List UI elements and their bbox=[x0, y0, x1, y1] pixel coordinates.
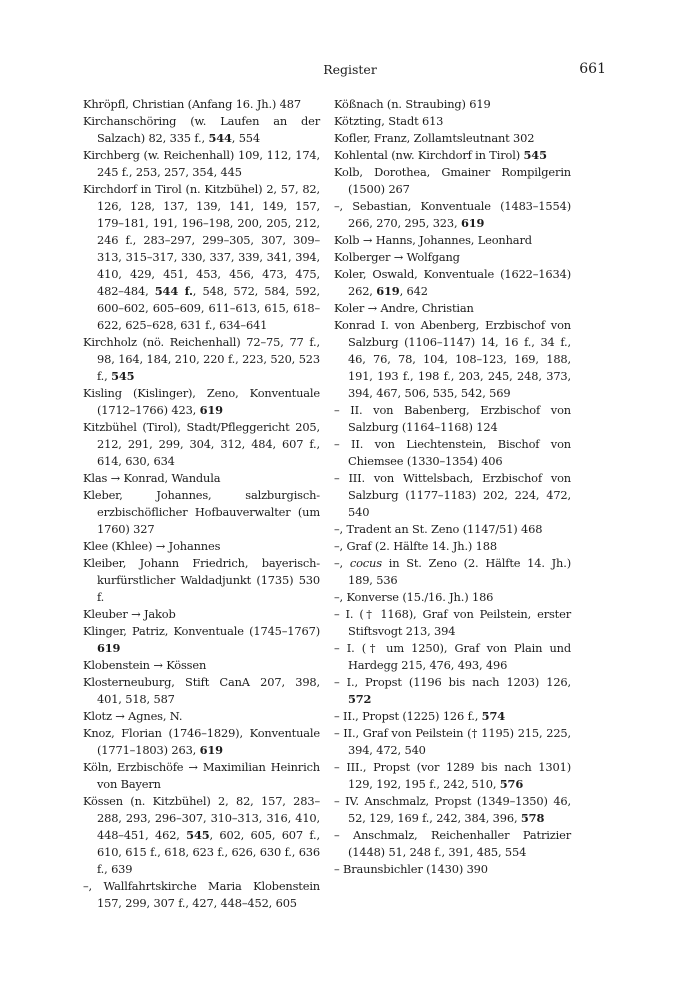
index-entry bbox=[83, 555, 320, 606]
index-entry-text: 619 bbox=[199, 403, 223, 417]
index-entry bbox=[83, 623, 320, 657]
index-entry bbox=[334, 589, 571, 606]
index-entry-text: Kirchdorf in Tirol (n. Kitzbühel) 2, 57, 82, 126, 128, 137, 139, 141, 149, 157, 179–181, 191, 196–198, 200, 205, 212, 246 f., 283–297, 299–305, 307, 309–313, 315–317, 330, 337, 339, 341, 394, 410, 429, 451, 453, 456, 473, 475, 482–484, bbox=[83, 182, 320, 298]
index-entry bbox=[334, 96, 571, 113]
index-entry-text: Knoz, Florian (1746–1829), Konventuale (1771–1803) 263, bbox=[83, 726, 320, 757]
index-entry-text: Khröpfl, Christian (Anfang 16. Jh.) 487 bbox=[83, 97, 301, 111]
index-entry-text: Klobenstein → Kössen bbox=[83, 658, 207, 672]
index-entry-text: – II. von Liechtenstein, Bischof von Chiemsee (1330–1354) 406 bbox=[334, 437, 571, 468]
index-entry bbox=[83, 470, 320, 487]
index-entry-text: Koler, Oswald, Konventuale (1622–1634) 262, bbox=[334, 267, 571, 298]
index-entry-text: Köln, Erzbischöfe → Maximilian Heinrich von Bayern bbox=[83, 760, 320, 791]
index-entry bbox=[334, 725, 571, 759]
index-entry bbox=[334, 130, 571, 147]
index-entry bbox=[334, 793, 571, 827]
index-entry-text: – II., Graf von Peilstein († 1195) 215, 225, 394, 472, 540 bbox=[334, 726, 571, 757]
index-entry bbox=[334, 300, 571, 317]
index-entry-text: – II., Propst (1225) 126 f., bbox=[334, 709, 482, 723]
index-entry-text: Kleiber, Johann Friedrich, bayerisch-kurfürstlicher Waldadjunkt (1735) 530 f. bbox=[83, 556, 320, 604]
index-entry bbox=[334, 827, 571, 861]
index-entry-text: , 642 bbox=[399, 284, 428, 298]
index-entry-text: – I., Propst (1196 bis nach 1203) 126, bbox=[334, 675, 571, 689]
index-entry bbox=[83, 674, 320, 708]
index-entry-text: 578 bbox=[520, 811, 545, 825]
index-entry-text: 544 f. bbox=[154, 284, 193, 298]
index-entry-text: –, Graf (2. Hälfte 14. Jh.) 188 bbox=[334, 539, 497, 553]
index-entry-text: Kirchholz (nö. Reichenhall) 72–75, 77 f., 98, 164, 184, 210, 220 f., 223, 520, 523 f., bbox=[83, 335, 320, 383]
index-entry-text: Kössen (n. Kitzbühel) 2, 82, 157, 283–288, 293, 296–307, 310–313, 316, 410, 448–451, 462, bbox=[83, 794, 320, 842]
index-entry-text: , 602, 605, 607 f., 610, 615 f., 618, 623 f., 626, 630 f., 636 f., 639 bbox=[97, 828, 320, 876]
index-entry-text: Kleuber → Jakob bbox=[83, 607, 176, 621]
index-entry bbox=[334, 147, 571, 164]
index-entry bbox=[83, 708, 320, 725]
index-entry bbox=[334, 640, 571, 674]
index-entry bbox=[334, 198, 571, 232]
index-entry-text: Kofler, Franz, Zollamtsleutnant 302 bbox=[334, 131, 535, 145]
index-entry-text: Klas → Konrad, Wandula bbox=[83, 471, 221, 485]
index-entry bbox=[83, 181, 320, 334]
index-entry-text: Kötzting, Stadt 613 bbox=[334, 114, 444, 128]
index-entry-text: Klee (Khlee) → Johannes bbox=[83, 539, 221, 553]
index-entry-text: 545 bbox=[523, 148, 547, 162]
index-entry bbox=[334, 861, 571, 878]
index-entry-text: 619 bbox=[199, 743, 223, 757]
index-entry bbox=[83, 385, 320, 419]
index-entry bbox=[334, 538, 571, 555]
index-entry bbox=[334, 113, 571, 130]
index-entry bbox=[83, 147, 320, 181]
index-entry-text: Klinger, Patriz, Konventuale (1745–1767) bbox=[83, 624, 320, 638]
index-entry-text: 619 bbox=[376, 284, 400, 298]
index-entry-text: – I. († 1168), Graf von Peilstein, erster Stiftsvogt 213, 394 bbox=[334, 607, 571, 638]
index-entry-text: Kisling (Kislinger), Zeno, Konventuale (1712–1766) 423, bbox=[83, 386, 320, 417]
index-entry bbox=[334, 317, 571, 402]
index-entry bbox=[334, 606, 571, 640]
index-entry bbox=[83, 793, 320, 878]
index-entry bbox=[83, 113, 320, 147]
index-entry-text: Klotz → Agnes, N. bbox=[83, 709, 183, 723]
index-entry-text: –, Konverse (15./16. Jh.) 186 bbox=[334, 590, 494, 604]
index-entry-text: –, Sebastian, Konventuale (1483–1554) 266, 270, 295, 323, bbox=[334, 199, 571, 230]
index-entry-text: Kirchberg (w. Reichenhall) 109, 112, 174, 245 f., 253, 257, 354, 445 bbox=[83, 148, 320, 179]
index-entry-text: –, Tradent an St. Zeno (1147/51) 468 bbox=[334, 522, 543, 536]
index-entry bbox=[334, 232, 571, 249]
index-entry-text: 619 bbox=[97, 641, 121, 655]
index-entry-text: –, bbox=[334, 556, 350, 570]
index-entry-text: , 554 bbox=[231, 131, 260, 145]
index-entry-text: – Braunsbichler (1430) 390 bbox=[334, 862, 488, 876]
index-entry bbox=[334, 555, 571, 589]
index-entry-text: Klosterneuburg, Stift CanA 207, 398, 401, 518, 587 bbox=[83, 675, 320, 706]
index-entry bbox=[334, 708, 571, 725]
index-entry bbox=[334, 402, 571, 436]
index-entry-text: Kolb, Dorothea, Gmainer Rompilgerin (1500) 267 bbox=[334, 165, 571, 196]
index-entry bbox=[83, 487, 320, 538]
running-head-title: Register bbox=[323, 62, 377, 77]
index-entry-text: 574 bbox=[481, 709, 505, 723]
index-entry-text: – I. († um 1250), Graf von Plain und Hardegg 215, 476, 493, 496 bbox=[334, 641, 571, 672]
index-entry bbox=[83, 759, 320, 793]
index-entry bbox=[334, 521, 571, 538]
index-entry bbox=[83, 96, 320, 113]
index-entry-text: Kitzbühel (Tirol), Stadt/Pfleggericht 205, 212, 291, 299, 304, 312, 484, 607 f., 614, 630, 634 bbox=[83, 420, 320, 468]
running-head bbox=[0, 62, 700, 82]
index-entry-text: Kolb → Hanns, Johannes, Leonhard bbox=[334, 233, 532, 247]
index-entry bbox=[334, 266, 571, 300]
index-entry-text: in St. Zeno (2. Hälfte 14. Jh.) 189, 536 bbox=[348, 556, 571, 587]
index-entry-text: – Anschmalz, Reichenhaller Patrizier (1448) 51, 248 f., 391, 485, 554 bbox=[334, 828, 571, 859]
index-entry-text: 572 bbox=[348, 692, 372, 706]
index-entry-text: 576 bbox=[499, 777, 524, 791]
index-entry-text: Kleber, Johannes, salzburgisch-erzbischöflicher Hofbauverwalter (um 1760) 327 bbox=[83, 488, 320, 536]
index-entry bbox=[334, 249, 571, 266]
index-entry-text: , 548, 572, 584, 592, 600–602, 605–609, 611–613, 615, 618–622, 625–628, 631 f., 634–641 bbox=[97, 284, 321, 332]
index-entry-text: Koler → Andre, Christian bbox=[334, 301, 474, 315]
index-column-right bbox=[334, 96, 571, 878]
index-entry-text: – IV. Anschmalz, Propst (1349–1350) 46, 52, 129, 169 f., 242, 384, 396, bbox=[334, 794, 571, 825]
index-entry-text: cocus bbox=[349, 556, 382, 570]
index-entry-text: Kohlental (nw. Kirchdorf in Tirol) bbox=[334, 148, 524, 162]
index-entry-text: 619 bbox=[460, 216, 485, 230]
index-entry bbox=[334, 436, 571, 470]
index-entry bbox=[83, 878, 320, 912]
index-entry-text: –, Wallfahrtskirche Maria Klobenstein 157, 299, 307 f., 427, 448–452, 605 bbox=[83, 879, 320, 910]
index-column-left bbox=[83, 96, 320, 912]
index-entry-text: Konrad I. von Abenberg, Erzbischof von Salzburg (1106–1147) 14, 16 f., 34 f., 46, 76, 78, 104, 108–123, 169, 188, 191, 193 f., 198 f., 203, 245, 248, 373, 394, 467, 506, 535, 542, 569 bbox=[334, 318, 571, 400]
index-entry bbox=[334, 674, 571, 708]
index-entry-text: – III. von Wittelsbach, Erzbischof von Salzburg (1177–1183) 202, 224, 472, 540 bbox=[334, 471, 571, 519]
index-entry-text: 545 bbox=[111, 369, 135, 383]
index-entry bbox=[334, 470, 571, 521]
index-entry-text: Kößnach (n. Straubing) 619 bbox=[334, 97, 491, 111]
index-entry bbox=[334, 759, 571, 793]
index-entry-text: 544 bbox=[208, 131, 232, 145]
index-entry bbox=[83, 538, 320, 555]
index-entry bbox=[83, 334, 320, 385]
index-entry bbox=[83, 657, 320, 674]
index-entry-text: Kolberger → Wolfgang bbox=[334, 250, 460, 264]
index-entry bbox=[334, 164, 571, 198]
index-entry-text: 545 bbox=[186, 828, 210, 842]
index-entry bbox=[83, 419, 320, 470]
index-entry-text: – III., Propst (vor 1289 bis nach 1301) 129, 192, 195 f., 242, 510, bbox=[334, 760, 571, 791]
index-entry bbox=[83, 606, 320, 623]
page-number: 661 bbox=[579, 61, 606, 77]
index-entry bbox=[83, 725, 320, 759]
index-entry-text: – II. von Babenberg, Erzbischof von Salzburg (1164–1168) 124 bbox=[334, 403, 571, 434]
index-entry-text: Kirchanschöring (w. Laufen an der Salzach) 82, 335 f., bbox=[83, 114, 320, 145]
